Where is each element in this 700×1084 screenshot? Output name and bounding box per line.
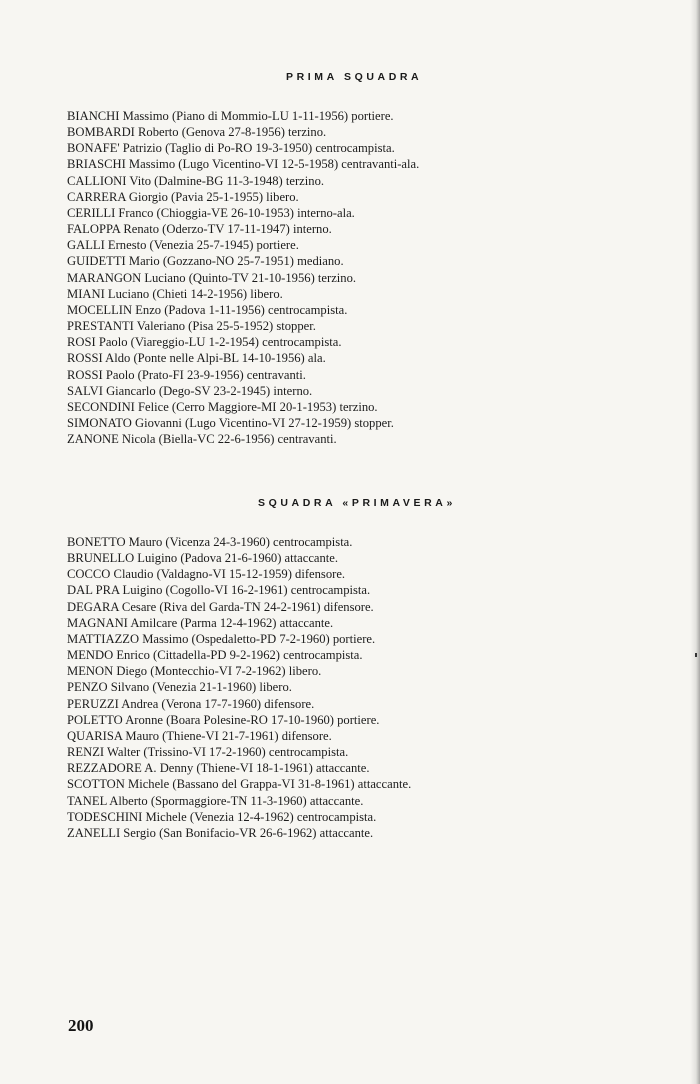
player-entry: BRIASCHI Massimo (Lugo Vicentino-VI 12-5-1958) centravanti-ala.	[67, 157, 420, 172]
player-entry: BONETTO Mauro (Vicenza 24-3-1960) centrocampista.	[67, 535, 353, 549]
player-entry: ROSSI Paolo (Prato-FI 23-9-1956) centravanti.	[67, 367, 306, 382]
player-entry: MIANI Luciano (Chieti 14-2-1956) libero.	[67, 286, 283, 301]
player-entry: CALLIONI Vito (Dalmine-BG 11-3-1948) terzino.	[67, 173, 325, 188]
player-entry: MENDO Enrico (Cittadella-PD 9-2-1962) centrocampista.	[67, 648, 363, 663]
player-entry: FALOPPA Renato (Oderzo-TV 17-11-1947) interno.	[67, 222, 332, 237]
player-entry: GUIDETTI Mario (Gozzano-NO 25-7-1951) mediano.	[67, 254, 344, 269]
roster-prima-squadra	[67, 108, 657, 447]
player-entry: ROSSI Aldo (Ponte nelle Alpi-BL 14-10-1956) ala.	[67, 351, 326, 366]
player-entry: POLETTO Aronne (Boara Polesine-RO 17-10-1960) portiere.	[67, 712, 380, 727]
scan-speck	[695, 653, 697, 657]
player-entry: ROSI Paolo (Viareggio-LU 1-2-1954) centrocampista.	[67, 335, 342, 350]
player-entry: SECONDINI Felice (Cerro Maggiore-MI 20-1-1953) terzino.	[67, 399, 378, 414]
section-title-prima-squadra: PRIMA SQUADRA	[286, 71, 423, 83]
player-entry: CERILLI Franco (Chioggia-VE 26-10-1953) interno-ala.	[67, 205, 355, 220]
section-title-squadra-primavera: SQUADRA «PRIMAVERA»	[258, 497, 456, 509]
player-entry: TODESCHINI Michele (Venezia 12-4-1962) centrocampista.	[67, 809, 377, 824]
player-entry: SIMONATO Giovanni (Lugo Vicentino-VI 27-12-1959) stopper.	[67, 415, 394, 430]
player-entry: REZZADORE A. Denny (Thiene-VI 18-1-1961) attaccante.	[67, 761, 370, 776]
player-entry: MENON Diego (Montecchio-VI 7-2-1962) libero.	[67, 664, 322, 679]
player-entry: PERUZZI Andrea (Verona 17-7-1960) difensore.	[67, 696, 315, 711]
player-entry: SALVI Giancarlo (Dego-SV 23-2-1945) interno.	[67, 383, 313, 398]
player-entry: MOCELLIN Enzo (Padova 1-11-1956) centrocampista.	[67, 302, 348, 317]
player-entry: GALLI Ernesto (Venezia 25-7-1945) portiere.	[67, 238, 299, 253]
player-entry: DAL PRA Luigino (Cogollo-VI 16-2-1961) centrocampista.	[67, 583, 371, 598]
page-number: 200	[68, 1016, 94, 1035]
player-entry: BRUNELLO Luigino (Padova 21-6-1960) attaccante.	[67, 551, 339, 566]
player-entry: ZANELLI Sergio (San Bonifacio-VR 26-6-1962) attaccante.	[67, 825, 374, 840]
player-entry: DEGARA Cesare (Riva del Garda-TN 24-2-1961) difensore.	[67, 599, 374, 614]
player-entry: PRESTANTI Valeriano (Pisa 25-5-1952) stopper.	[67, 319, 316, 334]
player-entry: MATTIAZZO Massimo (Ospedaletto-PD 7-2-1960) portiere.	[67, 631, 376, 646]
player-entry: PENZO Silvano (Venezia 21-1-1960) libero.	[67, 680, 292, 695]
page-edge-shadow	[690, 0, 700, 1084]
player-entry: MAGNANI Amilcare (Parma 12-4-1962) attaccante.	[67, 615, 334, 630]
player-entry: CARRERA Giorgio (Pavia 25-1-1955) libero.	[67, 189, 299, 204]
player-entry: MARANGON Luciano (Quinto-TV 21-10-1956) terzino.	[67, 270, 357, 285]
player-entry: BOMBARDI Roberto (Genova 27-8-1956) terzino.	[67, 125, 327, 140]
player-entry: QUARISA Mauro (Thiene-VI 21-7-1961) difensore.	[67, 728, 332, 743]
player-entry: ZANONE Nicola (Biella-VC 22-6-1956) centravanti.	[67, 432, 337, 447]
roster-squadra-primavera	[67, 534, 657, 841]
player-entry: BONAFE' Patrizio (Taglio di Po-RO 19-3-1950) centrocampista.	[67, 141, 395, 156]
player-entry: BIANCHI Massimo (Piano di Mommio-LU 1-11-1956) portiere.	[67, 109, 394, 123]
player-entry: SCOTTON Michele (Bassano del Grappa-VI 31-8-1961) attaccante.	[67, 777, 412, 792]
player-entry: TANEL Alberto (Spormaggiore-TN 11-3-1960) attaccante.	[67, 793, 364, 808]
player-entry: COCCO Claudio (Valdagno-VI 15-12-1959) difensore.	[67, 567, 346, 582]
player-entry: RENZI Walter (Trissino-VI 17-2-1960) centrocampista.	[67, 745, 349, 760]
